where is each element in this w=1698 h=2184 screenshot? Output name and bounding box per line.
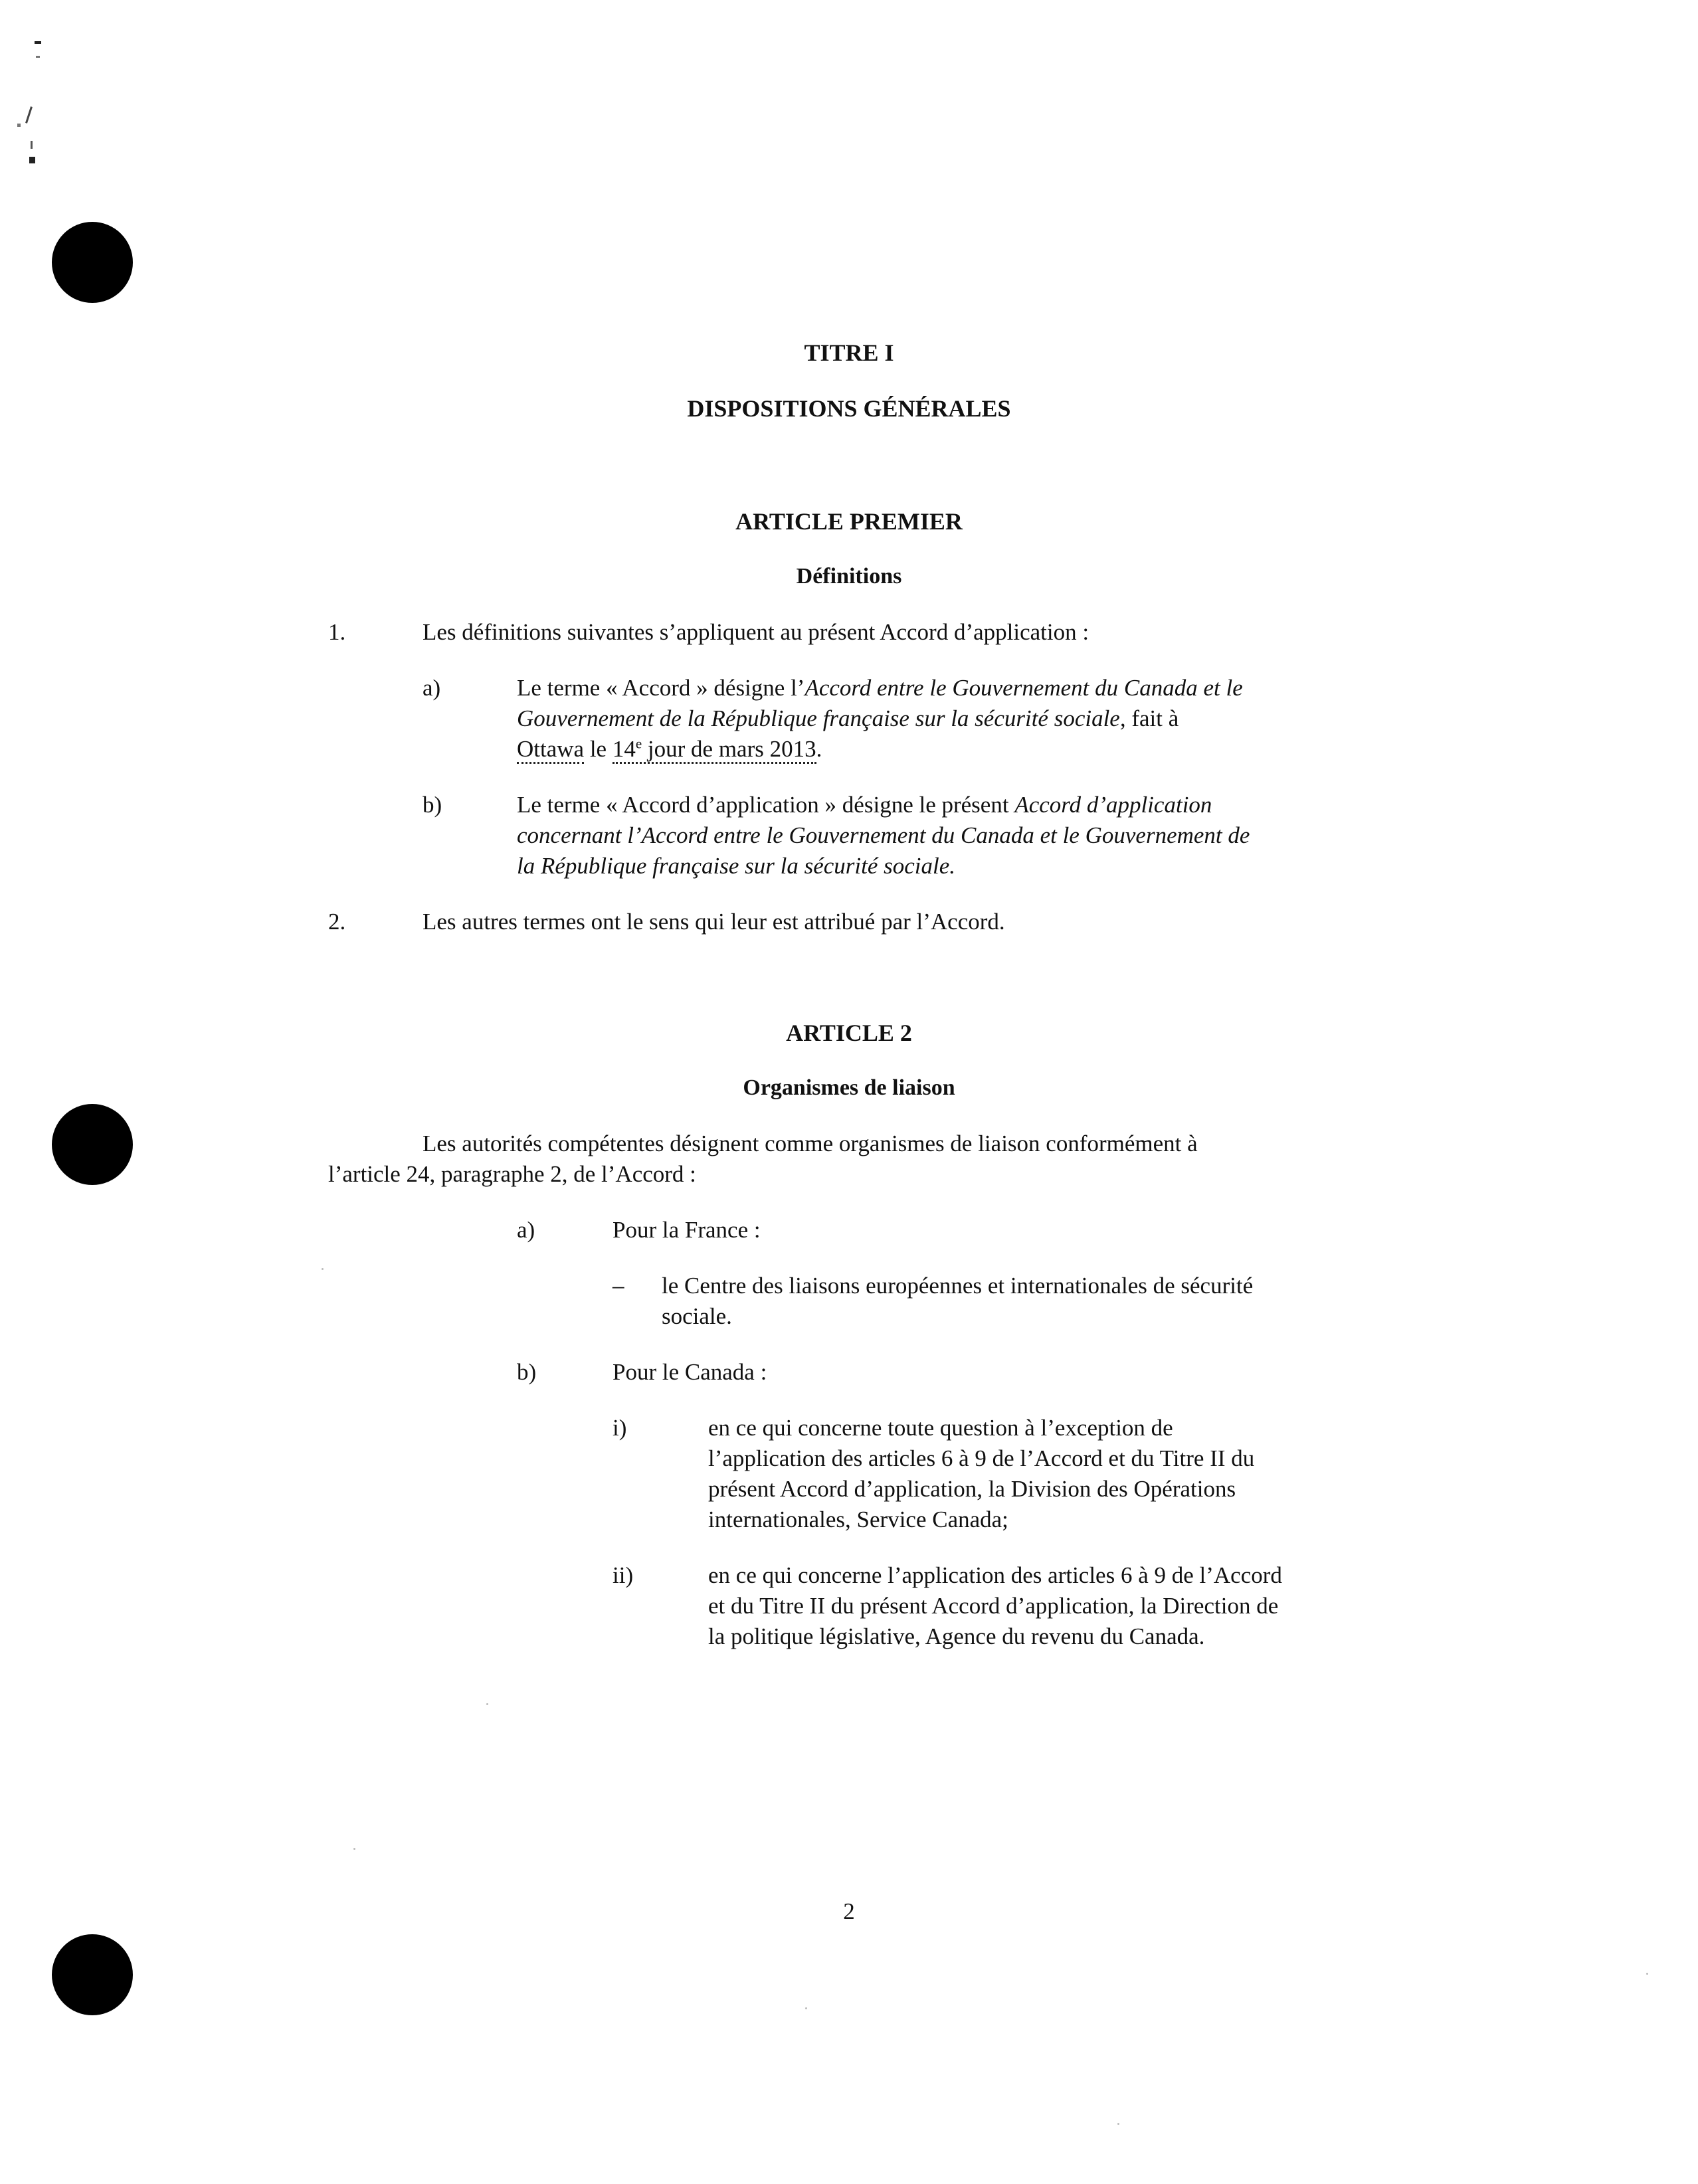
- item-label: a): [423, 675, 441, 701]
- item-a-text: le: [584, 736, 613, 762]
- punch-hole-top: [52, 222, 133, 303]
- dash-item-line-1: le Centre des liaisons européennes et internationales de sécurité: [662, 1273, 1254, 1299]
- scan-mark: [35, 41, 41, 44]
- signing-day: 14: [612, 736, 636, 762]
- item-a-text: fait à: [1125, 705, 1179, 731]
- item-text: Pour la France :: [613, 1217, 761, 1243]
- article-2-heading: ARTICLE 2: [786, 1020, 912, 1046]
- scan-speck: [353, 1848, 355, 1850]
- item-text: Pour le Canada :: [613, 1359, 767, 1385]
- item-b-line-1: [517, 789, 1212, 820]
- scan-speck: [322, 1268, 324, 1270]
- article-2-intro-line-1: Les autorités compétentes désignent comme organismes de liaison conformément à: [423, 1131, 1198, 1156]
- subitem-ii-line-3: la politique législative, Agence du revenu du Canada.: [708, 1623, 1205, 1649]
- item-label: b): [517, 1359, 537, 1385]
- article-1-subheading: Définitions: [796, 564, 902, 589]
- paragraph-number: 1.: [328, 619, 346, 645]
- item-a-text: .: [816, 736, 822, 762]
- titre-heading: TITRE I: [804, 339, 894, 366]
- article-2-intro-line-2: l’article 24, paragraphe 2, de l’Accord :: [328, 1161, 696, 1187]
- signing-date: [613, 736, 816, 764]
- subitem-ii-line-2: et du Titre II du présent Accord d’application, la Direction de: [708, 1593, 1279, 1619]
- page-number: 2: [843, 1898, 855, 1924]
- subitem-label: ii): [613, 1562, 634, 1588]
- scan-mark: [36, 56, 40, 58]
- item-a-line-1: [517, 672, 1243, 703]
- scan-speck: [1646, 1973, 1648, 1975]
- item-b-italic: Accord d’application: [1014, 792, 1212, 818]
- item-a-text: Le terme « Accord » désigne l’: [517, 675, 805, 701]
- item-a-italic: Accord entre le Gouvernement du Canada et le: [804, 675, 1243, 701]
- subitem-ii-line-1: en ce qui concerne l’application des articles 6 à 9 de l’Accord: [708, 1562, 1282, 1588]
- item-a-line-2: [517, 703, 1179, 734]
- item-b-line-2: [517, 820, 1250, 851]
- signing-city: Ottawa: [517, 736, 584, 764]
- article-2-subheading: Organismes de liaison: [743, 1075, 955, 1100]
- subitem-i-line-1: en ce qui concerne toute question à l’exception de: [708, 1415, 1173, 1441]
- scan-speck: [1117, 2123, 1119, 2125]
- item-b-text: Le terme « Accord d’application » désigne le présent: [517, 792, 1015, 818]
- ordinal-suffix: e: [635, 735, 642, 752]
- scan-speck: [486, 1703, 488, 1705]
- paragraph-text: Les définitions suivantes s’appliquent au présent Accord d’application :: [423, 619, 1089, 645]
- subitem-label: i): [613, 1415, 627, 1441]
- punch-hole-middle: [52, 1104, 133, 1185]
- scan-mark: [29, 157, 35, 163]
- dash-item-line-2: sociale.: [662, 1303, 732, 1329]
- titre-subheading: DISPOSITIONS GÉNÉRALES: [687, 395, 1011, 422]
- item-a-line-3: [517, 733, 822, 765]
- paragraph-text: Les autres termes ont le sens qui leur est attribué par l’Accord.: [423, 909, 1005, 935]
- subitem-i-line-4: internationales, Service Canada;: [708, 1506, 1008, 1532]
- item-a-italic: Gouvernement de la République française sur la sécurité sociale,: [517, 705, 1126, 731]
- subitem-i-line-2: l’application des articles 6 à 9 de l’Accord et du Titre II du: [708, 1445, 1255, 1471]
- scan-mark: [31, 141, 33, 149]
- item-label: b): [423, 792, 442, 818]
- item-label: a): [517, 1217, 535, 1243]
- item-b-italic: la République française sur la sécurité sociale.: [517, 853, 956, 879]
- article-1-heading: ARTICLE PREMIER: [735, 508, 963, 535]
- paragraph-number: 2.: [328, 909, 346, 935]
- scan-mark: [17, 124, 21, 127]
- item-b-line-3: [517, 850, 955, 881]
- scan-mark: [25, 106, 33, 124]
- item-b-italic: concernant l’Accord entre le Gouvernement du Canada et le Gouvernement de: [517, 822, 1250, 848]
- punch-hole-bottom: [52, 1934, 133, 2015]
- signing-month-year: jour de mars 2013: [642, 736, 816, 762]
- scan-speck: [805, 2007, 807, 2009]
- dash-bullet: –: [613, 1273, 624, 1299]
- subitem-i-line-3: présent Accord d’application, la Division des Opérations: [708, 1476, 1236, 1502]
